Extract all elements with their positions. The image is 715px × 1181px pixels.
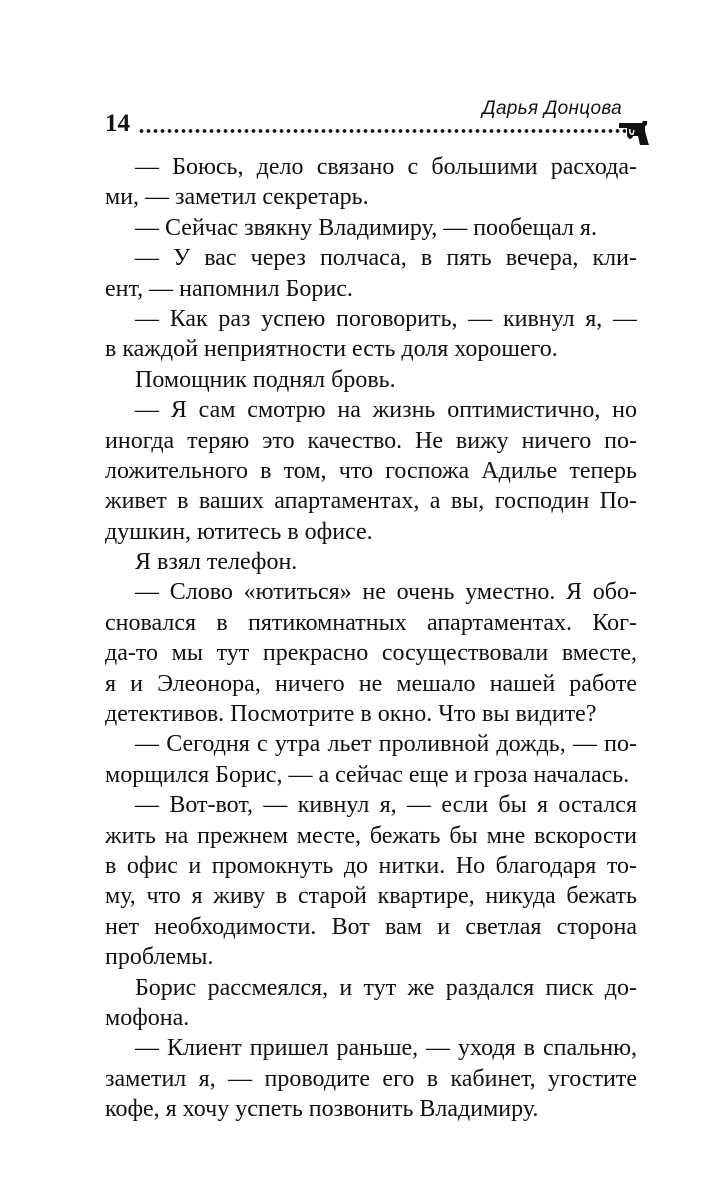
text-line: — Боюсь, дело связано с большими расхода- [135, 154, 637, 180]
text-line: кофе, я хочу успеть позвонить Владимиру. [105, 1096, 539, 1123]
text-line: сновался в пятикомнатных апартаментах. Ког- [105, 609, 637, 636]
text-line: — Сегодня с утра льет проливной дождь, — по- [135, 731, 637, 758]
text-line: я и Элеонора, ничего не мешало нашей работе [105, 670, 637, 697]
text-line: жить на прежнем месте, бежать бы мне вскорости [105, 822, 637, 849]
text-line: Я взял телефон. [135, 549, 298, 576]
page-number: 14 [105, 110, 130, 137]
text-line: душкин, ютитесь в офисе. [105, 518, 373, 545]
text-line: мофона. [105, 1004, 190, 1031]
text-line: — Вот-вот, — кивнул я, — если бы я остался [135, 792, 637, 819]
pistol-icon [618, 120, 650, 146]
text-line: — Как раз успею поговорить, — кивнул я, — [135, 305, 637, 332]
text-line: нет необходимости. Вот вам и светлая сторона [105, 913, 637, 940]
text-line: ложительного в том, что госпожа Адилье теперь [105, 457, 637, 484]
text-line: морщился Борис, — а сейчас еще и гроза началась. [105, 761, 630, 788]
text-line: — Я сам смотрю на жизнь оптимистично, но [135, 397, 637, 424]
text-line: ми, — заметил секретарь. [105, 184, 369, 211]
text-line: живет в ваших апартаментах, а вы, господин По- [105, 488, 637, 515]
text-line: — Клиент пришел раньше, — уходя в спальню, [135, 1035, 637, 1062]
body-text [105, 152, 637, 1125]
text-line: заметил я, — проводите его в кабинет, угостите [105, 1065, 637, 1092]
dotted-leader [138, 128, 626, 134]
text-line: в офис и промокнуть до нитки. Но благодаря то- [105, 852, 637, 879]
text-line: ент, — напомнил Борис. [105, 275, 353, 302]
text-line: проблемы. [105, 944, 214, 971]
text-line: — Слово «ютиться» не очень уместно. Я обо- [135, 579, 637, 606]
text-line: — Сейчас звякну Владимиру, — пообещал я. [135, 214, 597, 241]
running-head-author: Дарья Донцова [482, 98, 622, 119]
text-line: иногда теряю это качество. Не вижу ничего по- [105, 427, 637, 454]
text-line: Помощник поднял бровь. [135, 366, 396, 393]
text-line: детективов. Посмотрите в окно. Что вы видите? [105, 701, 597, 728]
text-line: да-то мы тут прекрасно сосуществовали вместе, [105, 640, 637, 667]
text-line: — У вас через полчаса, в пять вечера, кли- [135, 245, 637, 272]
text-line: в каждой неприятности есть доля хорошего. [105, 336, 558, 363]
text-line: Борис рассмеялся, и тут же раздался писк до- [135, 974, 637, 1001]
running-header [105, 98, 650, 146]
text-line: му, что я живу в старой квартире, никуда бежать [105, 883, 637, 910]
